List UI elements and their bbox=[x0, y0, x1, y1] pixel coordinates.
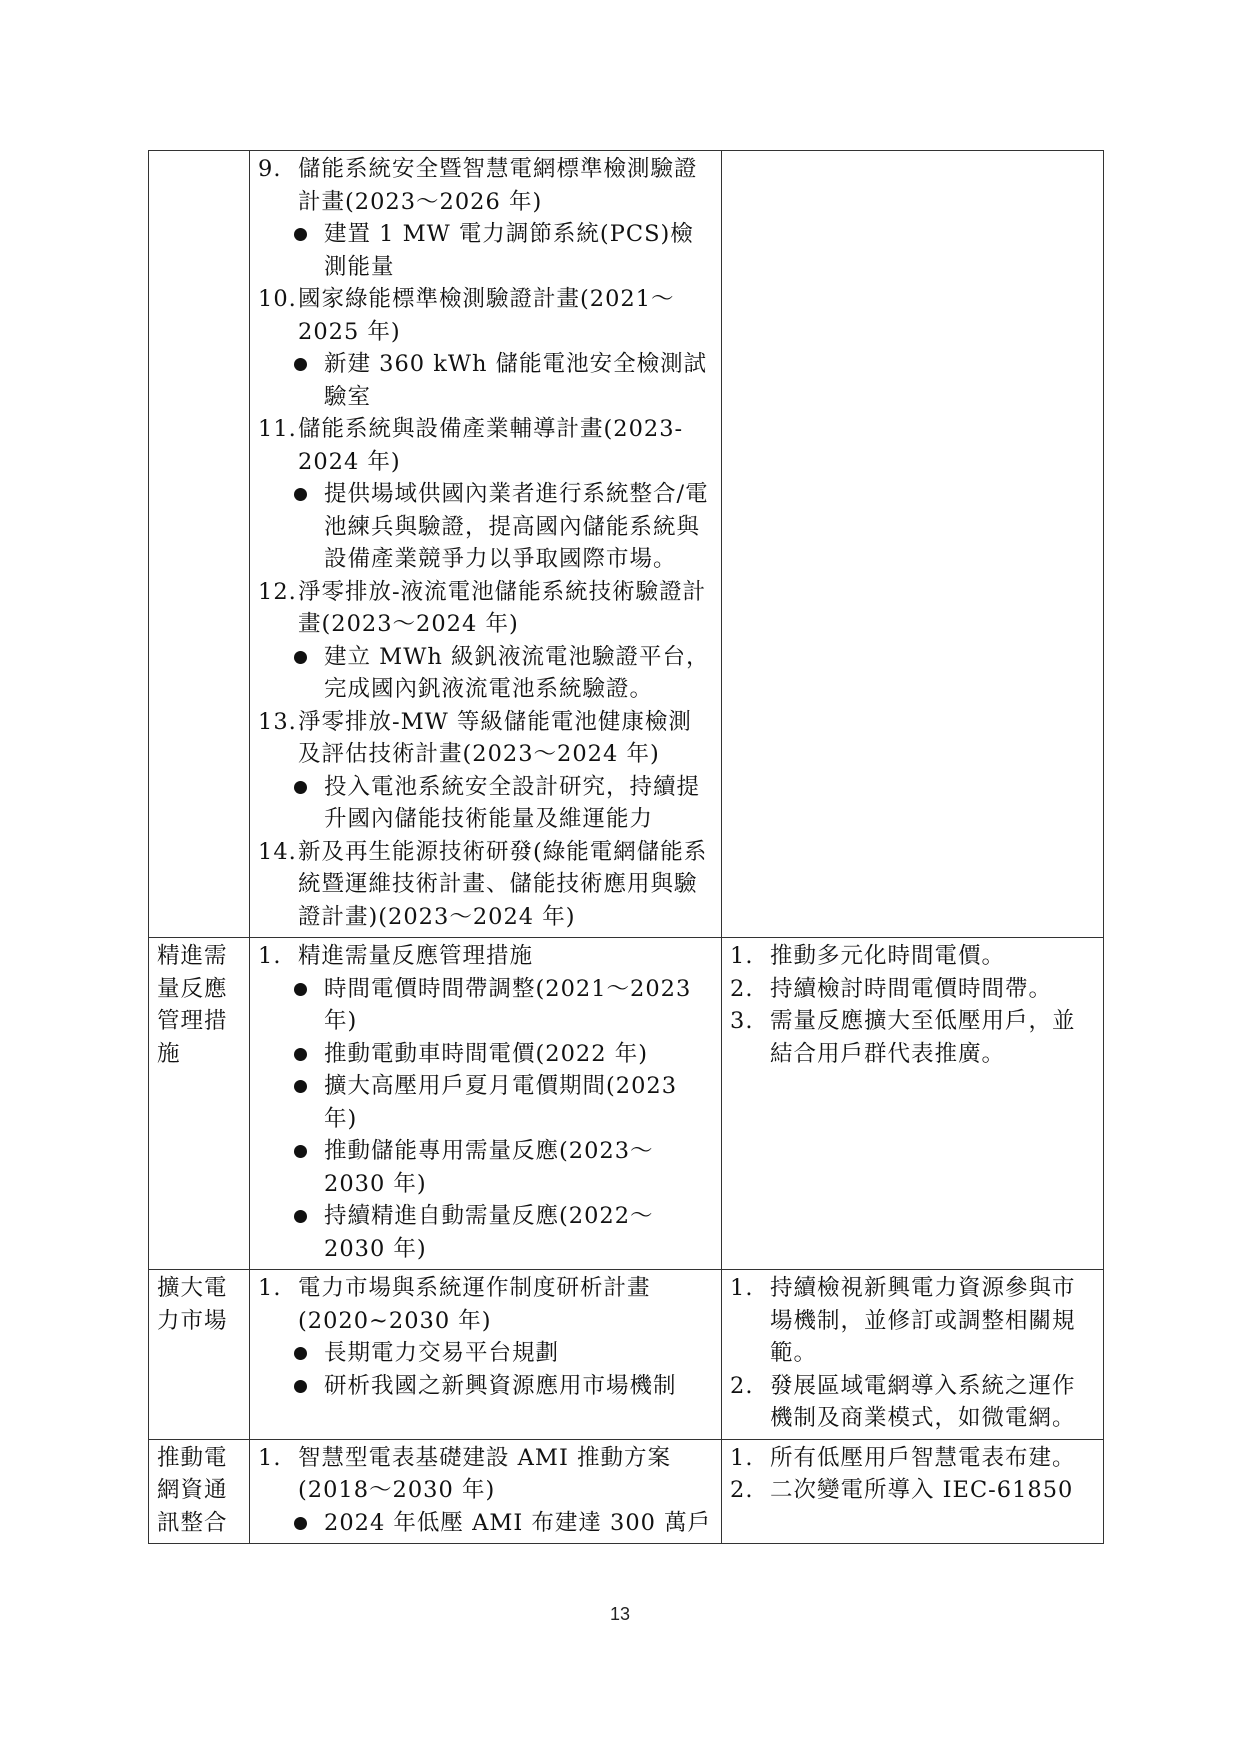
bullet-dot-icon bbox=[294, 1347, 307, 1360]
action-number: 2. bbox=[730, 1372, 754, 1399]
measures-table bbox=[148, 150, 1104, 1544]
measure-number: 10. bbox=[258, 286, 297, 312]
measure-text: 國家綠能標準檢測驗證計畫(2021～2025 年) bbox=[298, 286, 675, 345]
measure-item bbox=[258, 413, 713, 478]
measure-item bbox=[258, 940, 713, 973]
measure-item bbox=[258, 576, 713, 641]
bullet-text: 研析我國之新興資源應用市場機制 bbox=[324, 1372, 677, 1399]
measure-bullet bbox=[258, 1507, 713, 1540]
bullet-dot-icon bbox=[294, 983, 307, 996]
category-cell bbox=[149, 151, 250, 938]
bullet-dot-icon bbox=[294, 651, 307, 664]
action-number: 2. bbox=[730, 975, 754, 1002]
action-text: 推動多元化時間電價。 bbox=[770, 943, 1006, 969]
action-item bbox=[730, 940, 1095, 973]
bullet-dot-icon bbox=[294, 1145, 307, 1158]
measure-text: 新及再生能源技術研發(綠能電網儲能系統暨運維技術計畫、儲能技術應用與驗證計畫)(2023～2024 年) bbox=[298, 838, 708, 930]
bullet-dot-icon bbox=[294, 1210, 307, 1223]
measure-number: 13. bbox=[258, 708, 297, 735]
bullet-dot-icon bbox=[294, 1517, 307, 1530]
bullet-dot-icon bbox=[294, 1380, 307, 1393]
bullet-dot-icon bbox=[294, 781, 307, 794]
bullet-text: 長期電力交易平台規劃 bbox=[324, 1340, 560, 1366]
measure-text: 精進需量反應管理措施 bbox=[298, 943, 534, 969]
action-number: 2. bbox=[730, 1477, 754, 1503]
action-number: 1. bbox=[730, 943, 754, 969]
category-cell bbox=[149, 1439, 250, 1544]
action-item bbox=[730, 1442, 1095, 1475]
category-label: 推動電網資通訊整合 bbox=[157, 1444, 228, 1536]
bullet-dot-icon bbox=[294, 228, 307, 241]
measure-bullet bbox=[258, 1337, 713, 1370]
measure-text: 淨零排放-液流電池儲能系統技術驗證計畫(2023～2024 年) bbox=[298, 578, 707, 637]
bullet-text: 提供場域供國內業者進行系統整合/電池練兵與驗證，提高國內儲能系統與設備產業競爭力以爭取國際市場。 bbox=[324, 481, 709, 572]
measure-bullet bbox=[258, 641, 713, 706]
measure-bullet bbox=[258, 1370, 713, 1403]
actions-cell bbox=[722, 938, 1104, 1270]
measure-item bbox=[258, 1442, 713, 1507]
measures-cell bbox=[250, 1439, 722, 1544]
action-item bbox=[730, 973, 1095, 1006]
measure-number: 14. bbox=[258, 838, 297, 865]
measure-bullet bbox=[258, 218, 713, 283]
measure-number: 1. bbox=[258, 1444, 282, 1471]
measure-bullet bbox=[258, 1038, 713, 1071]
bullet-text: 2024 年低壓 AMI 布建達 300 萬戶 bbox=[324, 1509, 712, 1536]
measure-text: 電力市場與系統運作制度研析計畫(2020~2030 年) bbox=[298, 1275, 651, 1334]
bullet-text: 持續精進自動需量反應(2022～2030 年) bbox=[324, 1203, 654, 1262]
category-cell bbox=[149, 1270, 250, 1440]
measure-number: 1. bbox=[258, 943, 282, 969]
measures-cell bbox=[250, 1270, 722, 1440]
measure-number: 9. bbox=[258, 156, 282, 182]
bullet-text: 建置 1 MW 電力調節系統(PCS)檢測能量 bbox=[324, 221, 694, 280]
measure-bullet bbox=[258, 1200, 713, 1265]
actions-cell bbox=[722, 1270, 1104, 1440]
bullet-text: 新建 360 kWh 儲能電池安全檢測試驗室 bbox=[324, 351, 708, 410]
category-label: 精進需量反應管理措施 bbox=[157, 943, 228, 1067]
measure-number: 1. bbox=[258, 1275, 282, 1301]
actions-cell bbox=[722, 151, 1104, 938]
category-cell bbox=[149, 938, 250, 1270]
category-label: 擴大電力市場 bbox=[157, 1275, 228, 1334]
table-row bbox=[149, 1270, 1104, 1440]
measure-item bbox=[258, 706, 713, 771]
measure-number: 12. bbox=[258, 578, 297, 605]
action-item bbox=[730, 1370, 1095, 1435]
measure-item bbox=[258, 153, 713, 218]
bullet-text: 投入電池系統安全設計研究，持續提升國內儲能技術能量及維運能力 bbox=[324, 773, 701, 832]
bullet-dot-icon bbox=[294, 1080, 307, 1093]
bullet-text: 推動電動車時間電價(2022 年) bbox=[324, 1040, 648, 1067]
measure-text: 儲能系統安全暨智慧電網標準檢測驗證計畫(2023～2026 年) bbox=[298, 156, 698, 215]
bullet-dot-icon bbox=[294, 358, 307, 371]
bullet-text: 建立 MWh 級釩液流電池驗證平台，完成國內釩液流電池系統驗證。 bbox=[324, 643, 710, 702]
measure-item bbox=[258, 836, 713, 934]
action-number: 3. bbox=[730, 1008, 754, 1034]
actions-cell bbox=[722, 1439, 1104, 1544]
action-item bbox=[730, 1474, 1095, 1507]
action-text: 需量反應擴大至低壓用戶，並結合用戶群代表推廣。 bbox=[770, 1008, 1076, 1067]
measure-number: 11. bbox=[258, 416, 297, 442]
action-text: 持續檢視新興電力資源參與市場機制，並修訂或調整相關規範。 bbox=[770, 1275, 1076, 1366]
action-number: 1. bbox=[730, 1275, 754, 1301]
action-item bbox=[730, 1272, 1095, 1370]
measure-text: 淨零排放-MW 等級儲能電池健康檢測及評估技術計畫(2023～2024 年) bbox=[298, 708, 692, 767]
measure-text: 儲能系統與設備產業輔導計畫(2023-2024 年) bbox=[298, 416, 684, 475]
bullet-dot-icon bbox=[294, 1048, 307, 1061]
measure-bullet bbox=[258, 1070, 713, 1135]
measure-item bbox=[258, 1272, 713, 1337]
measures-cell bbox=[250, 938, 722, 1270]
action-text: 所有低壓用戶智慧電表布建。 bbox=[770, 1444, 1076, 1471]
measure-bullet bbox=[258, 1135, 713, 1200]
measure-bullet bbox=[258, 348, 713, 413]
measures-cell bbox=[250, 151, 722, 938]
action-text: 持續檢討時間電價時間帶。 bbox=[770, 975, 1053, 1002]
measure-bullet bbox=[258, 771, 713, 836]
table-row bbox=[149, 938, 1104, 1270]
action-text: 發展區域電網導入系統之運作機制及商業模式，如微電網。 bbox=[770, 1372, 1076, 1431]
table-row bbox=[149, 1439, 1104, 1544]
measure-text: 智慧型電表基礎建設 AMI 推動方案(2018～2030 年) bbox=[298, 1444, 671, 1503]
table-row bbox=[149, 151, 1104, 938]
bullet-dot-icon bbox=[294, 488, 307, 501]
action-number: 1. bbox=[730, 1444, 754, 1471]
bullet-text: 時間電價時間帶調整(2021～2023 年) bbox=[324, 975, 692, 1034]
action-text: 二次變電所導入 IEC-61850 bbox=[770, 1477, 1074, 1503]
page-number: 13 bbox=[609, 1604, 631, 1624]
bullet-text: 擴大高壓用戶夏月電價期間(2023 年) bbox=[324, 1073, 678, 1132]
measure-item bbox=[258, 283, 713, 348]
measure-bullet bbox=[258, 973, 713, 1038]
bullet-text: 推動儲能專用需量反應(2023～2030 年) bbox=[324, 1138, 654, 1197]
action-item bbox=[730, 1005, 1095, 1070]
measure-bullet bbox=[258, 478, 713, 576]
